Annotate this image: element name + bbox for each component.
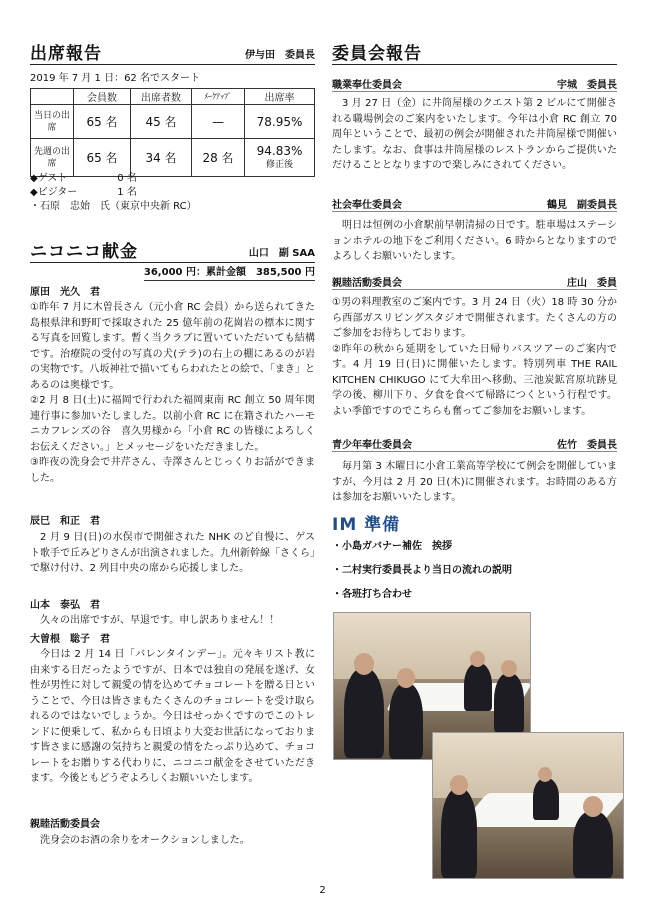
- committee-text: 3 月 27 日（金）に井筒屋様のクエスト第 2 ビルにて開催される職場例会のご案内をいたします。今年は小倉 RC 創立 70 周年ということで、最初の例会が開催された井筒屋様で開催いたします。なお、食事は井筒屋様のレストランからご提供いただけることとなりますので楽しみにされてください。: [332, 98, 617, 171]
- header-cell: ﾒｰｸｱｯﾌﾟ: [192, 89, 245, 105]
- page-number: 2: [319, 885, 326, 896]
- header-cell: 出席率: [245, 89, 315, 105]
- amount-total: ：累計金額 385,500 円: [195, 267, 315, 278]
- niconico-reporter: 山口 副 SAA: [248, 248, 315, 259]
- photo-head: [397, 668, 415, 688]
- attendance-table-header: [31, 89, 315, 105]
- committee-text: 明日は恒例の小倉駅前早朝清掃の日です。駐車場はステーションホテルの地下をご利用ください。6 時からとなりますのでよろしくお願いいたします。: [332, 220, 617, 262]
- committee-text: 毎月第 3 木曜日に小倉工業高等学校にて例会を開催していますが、今月は 2 月 20 日(木)に開催されます。お時間のある方は参加をお願いいたします。: [332, 461, 617, 503]
- visitor-detail: ・石原 忠始 氏（東京中央新 RC）: [30, 201, 197, 212]
- entry-text: 久々の出席ですが、早退です。申し訳ありません！！: [40, 615, 280, 626]
- guest-count: ◆ゲスト 0 名: [30, 173, 137, 184]
- committee-name: 青少年奉仕委員会: [332, 440, 412, 451]
- members-cell: 65 名: [74, 105, 131, 139]
- rate-value: 94.83%: [256, 143, 303, 158]
- attendance-table: [30, 88, 315, 177]
- niconico-title: ニコニコ献金: [30, 242, 138, 262]
- committee-chair: 庄山 委員: [567, 278, 617, 289]
- committee-name: 職業奉仕委員会: [332, 80, 402, 91]
- committee-item-header: [332, 274, 617, 290]
- im-item: ・各班打ち合わせ: [332, 589, 412, 600]
- row-label: 当日の出席: [31, 105, 74, 139]
- rate-cell: [245, 139, 315, 177]
- committee-chair: 佐竹 委員長: [557, 440, 617, 451]
- table-row: [31, 139, 315, 177]
- attendance-header: [30, 32, 315, 65]
- im-header: [332, 505, 617, 535]
- visitor-count: ◆ビジター 1 名: [30, 187, 137, 198]
- header-cell: [31, 89, 74, 105]
- header-cell: 出席者数: [131, 89, 192, 105]
- attendance-title: 出席報告: [30, 44, 102, 64]
- im-item: ・小島ガバナー補佐 挨拶: [332, 541, 452, 552]
- entry-text: 今日は 2 月 14 日「バレンタインデー」。元々キリスト教に由来する日だったようですが、日本では独自の発展を遂げ、女性が男性に対して親愛の情を込めてチョコレートを贈る日ということで、今日は皆さまもたくさんのチョコレートを受け取られるのではないでしょうか。今日はせっかくですのでこのトレンドに便乗して、私からも日頃より大変お世話になっております皆さまに感謝の気持ちと親愛の情をたっぷり込めて、チョコレートをお贈りする代わりに、ニコニコ献金をさせていただきます。今後ともどうぞよろしくお願いいたします。: [30, 649, 315, 784]
- committee-text: ①男の料理教室のご案内です。3 月 24 日（火）18 時 30 分から西部ガスリビングスタジオで開催されます。たくさんの方のご参加をお待ちしております。 ②昨年の秋から延期をしていた日帰りバスツアーのご案内です。4 月 19 日(日)に開催いたします。特別列車 THE RAIL KITCHEN CHIKUGO にて大牟田へ移動、三池炭鉱宮原坑跡見学の後、柳川下り、夕食を食べて帰路につくという行程です。よい季節ですのでこちらも奮ってご参加をお願いします。: [332, 297, 617, 417]
- committee-item-header: [332, 196, 617, 212]
- photo-person: [344, 668, 384, 758]
- photo-person: [389, 683, 423, 759]
- committee-chair: 宇城 委員長: [557, 80, 617, 91]
- meeting-photo-2: [432, 732, 624, 879]
- photo-head: [501, 660, 517, 677]
- committee-item-header: [332, 436, 617, 452]
- im-title: IM 準備: [332, 515, 401, 535]
- committee-header: [332, 32, 617, 65]
- rate-cell: 78.95%: [245, 105, 315, 139]
- table-row: [31, 105, 315, 139]
- niconico-header: [30, 232, 315, 263]
- photo-person: [464, 663, 492, 711]
- photo-person: [441, 788, 477, 878]
- photo-head: [583, 796, 603, 817]
- makeup-cell: —: [192, 105, 245, 139]
- entry-text: 2 月 9 日(日)の水俣市で開催された NHK のど自慢に、ゲスト歌手で丘みどりさんが出演されました。九州新幹線「さくら」で駆け付け、2 列目中央の席から応援しました。: [30, 532, 315, 574]
- photo-head: [450, 775, 468, 795]
- entry-text: ①昨年 7 月に木曽長さん（元小倉 RC 会員）から送られてきた島根県津和野町で採取された 25 億年前の花崗岩の標本に関する写真を回覧します。暫く当クラブに置いていただいても結構です。治療院の受付の写真の犬(テラ)の右上の棚にあるのが岩の実物です。八坂神社で描いてもらわれたとの絵で、「まき」とあるのは奥様です。 ②2 月 8 日(土)に福岡で行われた福岡東南 RC 創立 50 周年関連行事に参加いたしました。以前小倉 RC に在籍されたハーモニカフレンズの谷 喜久男様から「小倉 RC の皆様によろしくお伝えください。」とメッセージをいただきました。 ③昨夜の洗身会で井芹さん、寺澤さんとじっくりお話ができました。: [30, 302, 315, 484]
- amount-today: 36,000 円: [143, 267, 196, 278]
- photo-head: [354, 653, 374, 675]
- entry-name: 原田 光久 君: [30, 287, 100, 298]
- committee-title: 委員会報告: [332, 44, 422, 64]
- row-label: 先週の出席: [31, 139, 74, 177]
- entry-text: 洗身会のお酒の余りをオークションしました。: [40, 835, 250, 846]
- entry-name: 大曽根 聡子 君: [30, 634, 110, 645]
- attendance-reporter: 伊与田 委員長: [245, 50, 315, 61]
- header-cell: 会員数: [74, 89, 131, 105]
- members-cell: 65 名: [74, 139, 131, 177]
- present-cell: 34 名: [131, 139, 192, 177]
- committee-name: 社会奉仕委員会: [332, 200, 402, 211]
- attendance-start-note: 2019 年 7 月 1 日：62 名でスタート: [30, 73, 200, 84]
- rate-note: 修正後: [265, 159, 293, 170]
- entry-name: 辰巳 和正 君: [30, 516, 100, 527]
- entry-name: 親睦活動委員会: [30, 819, 100, 830]
- photo-person: [573, 811, 613, 878]
- entry-name: 山本 泰弘 君: [30, 600, 100, 611]
- im-item: ・二村実行委員長より当日の流れの説明: [332, 565, 512, 576]
- photo-person: [494, 673, 524, 733]
- photo-head: [538, 767, 552, 782]
- present-cell: 45 名: [131, 105, 192, 139]
- committee-item-header: [332, 76, 617, 92]
- makeup-cell: 28 名: [192, 139, 245, 177]
- niconico-amount: [144, 266, 315, 281]
- photo-person: [533, 778, 559, 820]
- committee-name: 親睦活動委員会: [332, 278, 402, 289]
- committee-chair: 鶴見 副委員長: [547, 200, 617, 211]
- photo-head: [470, 651, 485, 667]
